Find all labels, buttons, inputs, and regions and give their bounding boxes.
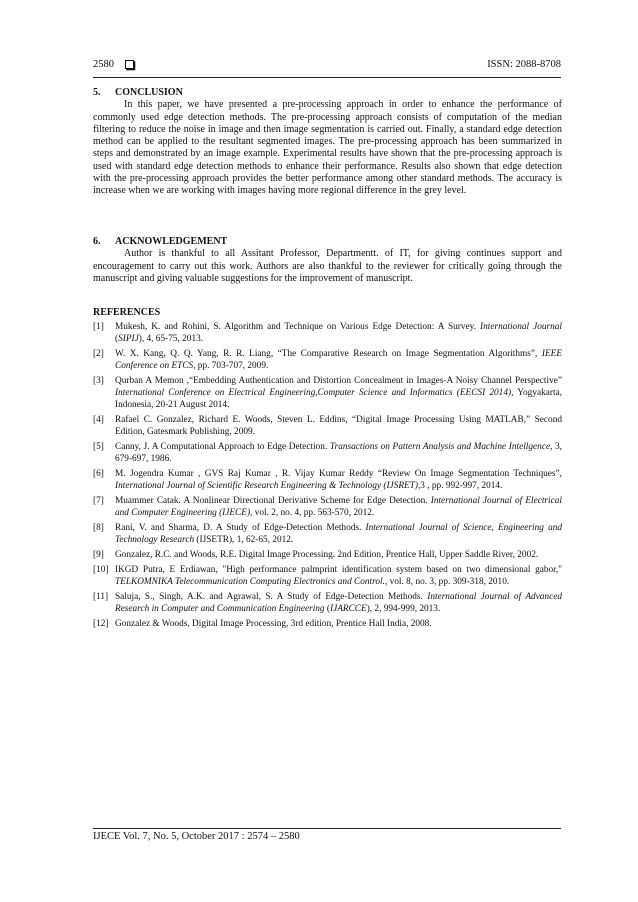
reference-text: Mukesh, K. and Rohini, S. Algorithm and Technique on Various Edge Detection: A Survey. — [115, 322, 481, 333]
reference-italic-text: International Journal of Electrical and Computer Engineering (IJECE) — [115, 496, 562, 519]
reference-text: , vol. 8, no. 3, pp. 309-318, 2010. — [384, 577, 510, 588]
conclusion-heading — [93, 87, 562, 99]
square-bullet-icon — [125, 60, 134, 69]
acknowledgement-section — [93, 236, 562, 285]
reference-italic-text: International Conference on Electrical Engineering,Computer Science and Informatics (EECSI 2014) — [115, 388, 512, 399]
reference-number: [2] — [93, 349, 104, 360]
reference-text: Rani, V. and Sharma, D. A Study of Edge-Detection Methods. — [115, 523, 366, 534]
references-section — [93, 307, 562, 633]
reference-text: ( — [324, 604, 331, 615]
reference-number: [11] — [93, 592, 109, 603]
reference-item — [93, 375, 562, 411]
reference-item — [93, 564, 562, 588]
reference-item — [93, 321, 562, 345]
reference-text: Canny, J. A Computational Approach to Edge Detection. — [115, 442, 330, 453]
reference-italic-text: International Journal of Scientific Research Engineering & Technology (IJSRET) — [115, 481, 418, 492]
reference-item — [93, 618, 562, 630]
reference-number: [4] — [93, 415, 104, 426]
reference-italic-text: TELKOMNIKA Telecommunication Computing Electronics and Control. — [115, 577, 385, 588]
acknowledgement-paragraph: Author is thankful to all Assitant Professor, Departmentt. of IT, for giving continues support and encouragement to carry out this work. Authors are also thankful to the reviewer for critically going through the manuscript and giving valuable suggestions for the improvement of manuscript. — [93, 248, 562, 284]
reference-text: , Yogyakarta, Indonesia, 20-21 August 2014. — [115, 388, 562, 411]
reference-text: , pp. 703-707, 2009. — [193, 361, 269, 372]
reference-text: (IJSETR), 1, 62-65, 2012. — [194, 535, 294, 546]
reference-italic-text: SIPIJ — [118, 334, 139, 345]
page-number: 2580 — [93, 59, 114, 70]
reference-number: [3] — [93, 376, 104, 387]
reference-text: , vol. 2, no. 4, pp. 563-570, 2012. — [250, 508, 375, 519]
reference-italic-text: International Journal — [480, 322, 562, 333]
reference-text: ), 2, 994-999, 2013. — [366, 604, 441, 615]
reference-text: Rafael C. Gonzalez, Richard E. Woods, Steven L. Eddins, “Digital Image Processing Using MATLAB,” Second Edition, Gatesmark Publishing, 2009. — [115, 415, 562, 438]
reference-text: ( — [115, 334, 119, 345]
reference-list — [93, 321, 562, 630]
conclusion-title: CONCLUSION — [115, 87, 183, 98]
reference-text: Gonzalez, R.C. and Woods, R.E. Digital Image Processing. 2nd Edition, Prentice Hall, Upper Saddle River, 2002. — [115, 550, 539, 561]
reference-number: [10] — [93, 565, 109, 576]
reference-text: , — [491, 523, 498, 534]
reference-item — [93, 468, 562, 492]
reference-item — [93, 495, 562, 519]
reference-number: [12] — [93, 619, 109, 630]
reference-text: W. X. Kang, Q. Q. Yang, R. R. Liang, “The Comparative Research on Image Segmentation Algorithms”, — [115, 349, 542, 360]
reference-number: [1] — [93, 322, 104, 333]
references-heading: REFERENCES — [93, 307, 161, 318]
reference-italic-text: International Journal of Advanced Research in Computer and Communication Engineering — [115, 592, 562, 615]
acknowledgement-number: 6. — [93, 236, 101, 247]
reference-text: Qurban A Memon ,“Embedding Authentication and Distortion Concealment in Images-A Noisy Channel Perspective” — [115, 376, 562, 387]
reference-text: Muammer Catak. A Nonlinear Directional Derivative Scheme for Edge Detection. — [115, 496, 431, 507]
reference-number: [7] — [93, 496, 104, 507]
reference-italic-text: International Journal of Science — [365, 523, 492, 534]
reference-italic-text: Transactions on Pattern Analysis and Machine Intellgence — [329, 442, 551, 453]
reference-text: M. Jogendra Kumar , GVS Raj Kumar , R. Vijay Kumar Reddy “Review On Image Segmentation Techniques”, — [115, 469, 562, 480]
reference-item — [93, 441, 562, 465]
reference-text: ,3 , pp. 992-997, 2014. — [417, 481, 503, 492]
reference-item — [93, 414, 562, 438]
reference-number: [8] — [93, 523, 104, 534]
reference-text: ), 4, 65-75, 2013. — [138, 334, 204, 345]
reference-text: , 3, 679-697, 1986. — [115, 442, 563, 465]
conclusion-number: 5. — [93, 87, 101, 98]
reference-item — [93, 348, 562, 372]
acknowledgement-title: ACKNOWLEDGEMENT — [115, 236, 228, 247]
reference-italic-text: IJARCCE — [330, 604, 367, 615]
reference-number: [5] — [93, 442, 104, 453]
reference-item — [93, 549, 562, 561]
reference-item — [93, 591, 562, 615]
conclusion-paragraph: In this paper, we have presented a pre-processing approach in order to enhance the performance of commonly used edge detection methods. The pre-processing approach consists of computation of the median filtering to reduce the noise in image and then image segmentation is carried out. Finally, a standard edge detection method can be applied to the resultant segmented images. The pre-processing approach has been summarized in steps and demonstrated by an image example. Experimental results have shown that the pre-processing approach is used with standard edge detection methods to enhance their performance. Results also shown that edge detection with the pre-processing approach provides the better performance among other standard methods. The accuracy is increase when we are working with images having more regional difference in the grey level. — [93, 99, 562, 197]
page-footer: IJECE Vol. 7, No. 5, October 2017 : 2574 – 2580 — [93, 831, 300, 842]
reference-text: IKGD Putra, E Erdiawan, "High performance palmprint identification system based on two dimensional gabor," — [115, 565, 562, 576]
reference-italic-text: Engineering and Technology Research — [115, 523, 563, 546]
reference-text: Gonzalez & Woods, Digital Image Processing, 3rd edition, Prentice Hall India, 2008. — [115, 619, 432, 630]
reference-text: Saluja, S., Singh, A.K. and Agrawal, S. A Study of Edge-Detection Methods. — [115, 592, 428, 603]
issn: ISSN: 2088-8708 — [487, 59, 561, 70]
header-rule — [93, 77, 561, 78]
conclusion-section — [93, 87, 562, 198]
page-header — [93, 59, 561, 75]
reference-number: [9] — [93, 550, 104, 561]
acknowledgement-heading — [93, 236, 562, 248]
footer-rule — [93, 828, 561, 829]
reference-italic-text: IEEE Conference on ETCS — [115, 349, 562, 372]
reference-number: [6] — [93, 469, 104, 480]
reference-item — [93, 522, 562, 546]
